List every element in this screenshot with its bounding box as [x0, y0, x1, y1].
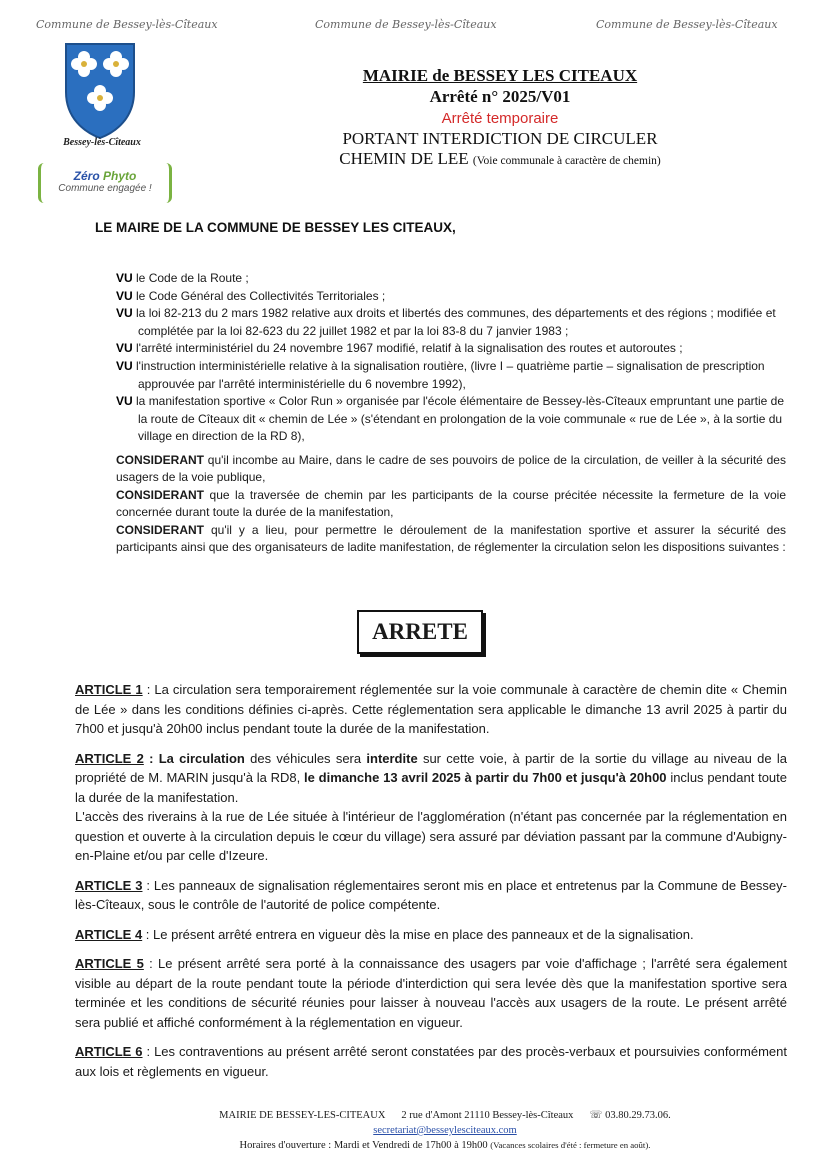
considerant-text: qu'il y a lieu, pour permettre le déroulement de la manifestation sportive et assurer la sécurité des participants ainsi que des organisateurs de ladite manifestation, de réglementer la circulation selon les dispositions suivantes : — [116, 522, 786, 555]
footer-name: MAIRIE DE BESSEY-LES-CITEAUX — [219, 1110, 386, 1121]
vu-keyword: VU — [116, 271, 133, 285]
zero-phyto-subtitle: Commune engagée ! — [58, 183, 152, 194]
article-3-text: : Les panneaux de signalisation réglementaires seront mis en place et entretenus par la Commune de Bessey-lès-Cîteaux, sous le contrôle de l'autorité de police compétente. — [75, 877, 787, 912]
zero-phyto-title — [41, 169, 169, 183]
article-6 — [75, 1042, 787, 1081]
vu-text: l'instruction interministérielle relative à la signalisation routière, (livre I – quatrième partie – signalisation de prescription approuvée par l'arrêté interministérielle du 6 novembre 1992), — [136, 358, 765, 391]
considerant-list — [116, 452, 786, 556]
article-2 — [75, 749, 787, 808]
vu-keyword: VU — [116, 306, 133, 321]
vu-text: le Code de la Route ; — [136, 271, 249, 285]
chemin-note: (Voie communale à caractère de chemin) — [472, 155, 661, 167]
chemin-title — [300, 149, 700, 169]
footer-email-link[interactable]: secretariat@besseylesciteaux.com — [373, 1125, 517, 1136]
footer-address: 2 rue d'Amont 21110 Bessey-lès-Cîteaux — [401, 1110, 574, 1121]
vu-keyword: VU — [116, 394, 133, 409]
vu-list — [116, 270, 786, 446]
zero-phyto-title-b: Phyto — [103, 169, 137, 183]
article-2-part6: inclus pendant toute la durée de la manifestation. — [75, 770, 788, 805]
article-3-label: ARTICLE 3 — [75, 877, 143, 893]
article-1-text: : La circulation sera temporairement réglementée sur la voie communale à caractère de chemin dite « Chemin de Lée » dans les conditions définies ci-après. Cette réglementation sera applicable le dimanche 13 avril 2025 à partir du 7h00 et jusqu'à 20h00 inclus pendant toute la durée de la manifestation. — [75, 682, 787, 736]
vu-item — [116, 305, 786, 340]
portant-interdiction-title: PORTANT INTERDICTION DE CIRCULER — [342, 129, 658, 148]
footer-hours-line — [100, 1138, 790, 1153]
vu-item — [116, 358, 786, 393]
vu-keyword: VU — [116, 358, 133, 373]
vu-item — [116, 270, 786, 288]
commune-coat-of-arms-logo — [60, 40, 140, 140]
watermark-right: Commune de Bessey-lès-Cîteaux — [596, 18, 778, 31]
footer-phone: ☏ 03.80.29.73.06. — [589, 1110, 671, 1121]
vu-keyword: VU — [116, 341, 133, 356]
article-2-riverains: L'accès des riverains à la rue de Lée située à l'intérieur de l'agglomération (n'étant pas concernée par la réglementation en question et ouverte à la circulation depuis le cœur du village) sera assuré par déviation passant par la commune d'Aubigny-en-Plaine et/ou par celle d'Izeure. — [75, 809, 787, 863]
document-header — [300, 66, 700, 169]
zero-phyto-badge — [38, 163, 172, 203]
footer-hours-note: (Vacances scolaires d'été : fermeture en août). — [490, 1140, 651, 1150]
considerant-text: que la traversée de chemin par les participants de la course précitée nécessite la fermeture de la voie concernée durant toute la durée de la manifestation, — [116, 487, 787, 520]
considerant-keyword: CONSIDERANT — [116, 453, 205, 467]
watermark-left: Commune de Bessey-lès-Cîteaux — [36, 18, 218, 31]
article-1 — [75, 680, 787, 739]
article-1-label: ARTICLE 1 — [75, 682, 143, 697]
considerant-item — [116, 452, 786, 487]
article-5-label: ARTICLE 5 — [75, 956, 144, 971]
considerant-item — [116, 487, 786, 522]
mairie-title: MAIRIE de BESSEY LES CITEAUX — [362, 66, 638, 85]
considerant-item — [116, 522, 786, 557]
zero-phyto-title-a: Zéro — [73, 169, 100, 183]
arrete-number: Arrêté n° 2025/V01 — [429, 87, 571, 106]
article-4-text: : Le présent arrêté entrera en vigueur dès la mise en place des panneaux et de la signalisation. — [145, 926, 694, 942]
arrete-heading: ARRETE — [357, 610, 483, 654]
article-4-label: ARTICLE 4 — [75, 926, 143, 942]
article-2-label: ARTICLE 2 — [75, 750, 144, 766]
considerant-text: qu'il incombe au Maire, dans le cadre de ses pouvoirs de police de la circulation, de veiller à la sécurité des usagers de la voie publique, — [116, 453, 786, 485]
vu-item — [116, 288, 786, 306]
watermark-center: Commune de Bessey-lès-Cîteaux — [315, 18, 497, 31]
logo-caption: Bessey-lès-Cîteaux — [63, 137, 141, 148]
footer-contact-line — [100, 1108, 790, 1123]
vu-text: la loi 82-213 du 2 mars 1982 relative aux droits et libertés des communes, des départements et des régions ; modifiée et complétée par la loi 82-623 du 22 juillet 1982 et par la loi 83-8 du 7 janvier 1983 ; — [136, 306, 776, 338]
chemin-name: CHEMIN DE LEE — [339, 149, 469, 168]
vu-text: le Code Général des Collectivités Territoriales ; — [136, 288, 386, 303]
article-2-part1: : La circulation — [149, 750, 245, 766]
article-2-part5: le dimanche 13 avril 2025 à partir du 7h00 et jusqu'à 20h00 — [304, 770, 667, 785]
article-6-text: : Les contraventions au présent arrêté seront constatées par des procès-verbaux et poursuivies conformément aux lois et règlements en vigueur. — [75, 1044, 787, 1079]
arrete-temporaire-label: Arrêté temporaire — [441, 110, 559, 127]
article-2-part3: interdite — [366, 750, 418, 766]
maire-heading: LE MAIRE DE LA COMMUNE DE BESSEY LES CITEAUX, — [95, 220, 456, 235]
article-2-part2: des véhicules sera — [244, 750, 367, 766]
considerant-keyword: CONSIDERANT — [116, 522, 205, 537]
articles-section — [75, 680, 787, 1091]
article-2-part4: sur cette voie, à partir de la sortie du village au niveau de la propriété de M. MARIN jusqu'à la RD8, — [75, 750, 787, 785]
vu-keyword: VU — [116, 288, 133, 303]
article-5 — [75, 954, 787, 1032]
footer — [100, 1108, 790, 1153]
footer-hours: Horaires d'ouverture : Mardi et Vendredi de 17h00 à 19h00 — [239, 1140, 488, 1151]
vu-text: l'arrêté interministériel du 24 novembre 1967 modifié, relatif à la signalisation des routes et autoroutes ; — [136, 341, 683, 356]
article-4 — [75, 925, 787, 945]
considerant-keyword: CONSIDERANT — [116, 487, 205, 502]
vu-item — [116, 393, 786, 446]
article-6-label: ARTICLE 6 — [75, 1044, 143, 1059]
vu-item — [116, 340, 786, 358]
vu-text: la manifestation sportive « Color Run » organisée par l'école élémentaire de Bessey-lès-Cîteaux empruntant une partie de la route de Cîteaux dit « chemin de Lée » (s'étendant en prolongation de la voie communale « rue de Lée », à la sortie du village en direction de la RD 8), — [136, 394, 784, 444]
article-3 — [75, 876, 787, 915]
article-5-text: : Le présent arrêté sera porté à la connaissance des usagers par voie d'affichage ; l'arrêté sera également visible au départ de la route pendant toute la période d'interdiction qui sera levée dès que la manifestation sportive sera terminée et les conditions de sécurité réunies pour laisser à nouveau l'accès aux usagers de la route. Le présent arrêté sera publié et affiché conformément à la réglementation en vigueur. — [75, 956, 787, 1030]
